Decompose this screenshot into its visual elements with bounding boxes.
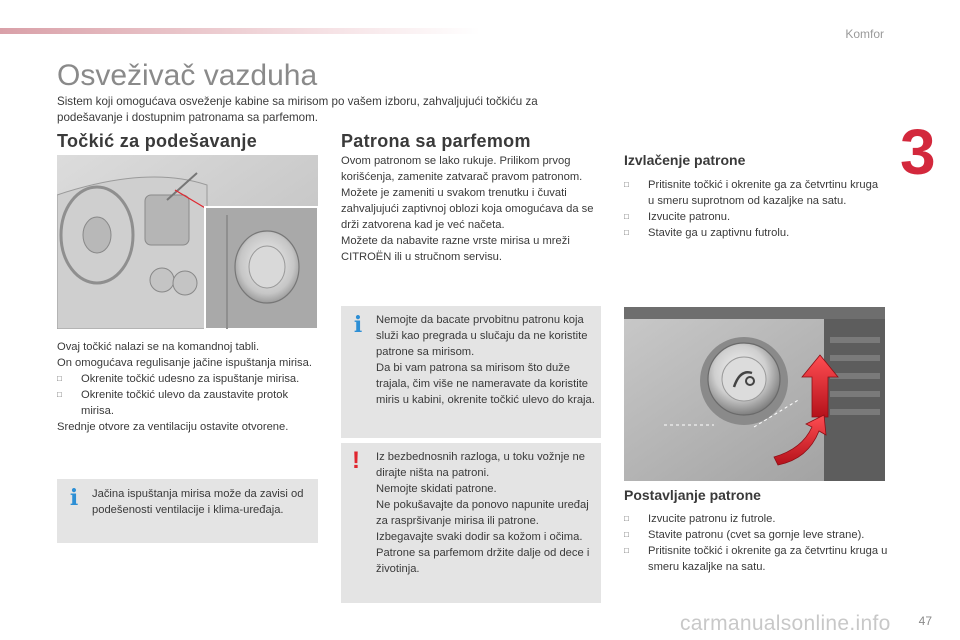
knob-vents-text: Srednje otvore za ventilaciju ostavite otvorene.	[57, 421, 289, 433]
header-accent-bar	[0, 28, 480, 34]
page-number: 47	[918, 614, 932, 628]
knob-bullet: □ Okrenite točkić ulevo da zaustavite protok mirisa.	[57, 387, 319, 419]
knob-location-text: Ovaj točkić nalazi se na komandnoj tabli.	[57, 341, 260, 353]
installation-bullet: □ Pritisnite točkić i okrenite ga za četvrtinu kruga u smeru kazaljke na satu.	[624, 543, 888, 575]
warning-line: Iz bezbednosnih razloga, u toku vožnje ne dirajte ništa na patroni.	[376, 451, 585, 479]
cartridge-body	[341, 153, 597, 265]
installation-bullet: □ Izvucite patronu iz futrole.	[624, 511, 888, 527]
knob-bullets	[57, 371, 319, 419]
warning-line: Izbegavajte svaki dodir sa kožom i očima.	[376, 531, 583, 543]
dashboard-illustration	[57, 155, 318, 329]
cartridge-info-line: Da bi vam patrona sa mirisom što duže trajala, čim više ne nameravate da koristite miris u kabini, okrenite točkić ulevo do kraja.	[376, 362, 595, 406]
warning-line: Nemojte skidati patrone.	[376, 483, 497, 495]
cartridge-warning-text	[376, 449, 598, 577]
cartridge-heading: Patrona sa parfemom	[341, 131, 531, 151]
removal-bullet: □ Stavite ga u zaptivnu futrolu.	[624, 225, 886, 241]
knob-body	[57, 339, 319, 435]
installation-bullet: □ Stavite patronu (cvet sa gornje leve strane).	[624, 527, 888, 543]
info-icon: i	[353, 312, 363, 338]
cartridge-illustration	[624, 307, 885, 481]
cartridge-warning-box	[341, 443, 601, 603]
cartridge-storage-text: Možete je zameniti u svakom trenutku i čuvati zahvaljujući zaptivnoj oblozi koja omogućava da se drži zatvorena kad je već načeta.	[341, 187, 594, 231]
installation-body	[624, 511, 888, 575]
info-icon: i	[69, 485, 79, 511]
section-tag: Komfor	[845, 27, 884, 41]
intro-text: Sistem koji omogućava osveženje kabine sa mirisom po vašem izboru, zahvaljujući točkiću za podešavanje i dostupnim patronama sa parfemom.	[57, 95, 538, 124]
knob-info-box	[57, 479, 318, 543]
installation-heading: Postavljanje patrone	[624, 487, 761, 503]
chapter-number: 3	[900, 116, 936, 188]
warning-line: Ne pokušavajte da ponovo napunite uređaj za raspršivanje mirisa ili patrone.	[376, 499, 589, 527]
cartridge-info-box	[341, 306, 601, 438]
removal-bullet: □ Izvucite patronu.	[624, 209, 886, 225]
cartridge-usage-text: Ovom patronom se lako rukuje. Prilikom prvog korišćenja, zamenite zatvarač pravom patronom.	[341, 155, 583, 183]
warning-line: Patrone sa parfemom držite dalje od dece i životinja.	[376, 547, 590, 575]
cartridge-info-line: Nemojte da bacate prvobitnu patronu koja služi kao pregrada u slučaju da ne koristite patrone sa mirisom.	[376, 314, 588, 358]
removal-bullet: □ Pritisnite točkić i okrenite ga za četvrtinu kruga u smeru suprotnom od kazaljke na satu.	[624, 177, 886, 209]
warning-icon: !	[352, 447, 360, 474]
knob-bullet: □ Okrenite točkić udesno za ispuštanje mirisa.	[57, 371, 319, 387]
cartridge-info-text	[376, 312, 598, 408]
removal-body	[624, 177, 886, 241]
installation-bullets	[624, 511, 888, 575]
page-title: Osveživač vazduha	[57, 59, 318, 92]
knob-info-text: Jačina ispuštanja mirisa može da zavisi od podešenosti ventilacije i klima-uređaja.	[92, 488, 304, 516]
removal-heading: Izvlačenje patrone	[624, 152, 746, 168]
watermark-text: carmanualsonline.info	[680, 612, 891, 635]
knob-heading: Točkić za podešavanje	[57, 131, 258, 151]
knob-function-text: On omogućava regulisanje jačine ispuštanja mirisa.	[57, 357, 312, 369]
removal-bullets	[624, 177, 886, 241]
cartridge-purchase-text: Možete da nabavite razne vrste mirisa u mreži CITROËN ili u stručnom servisu.	[341, 235, 570, 263]
